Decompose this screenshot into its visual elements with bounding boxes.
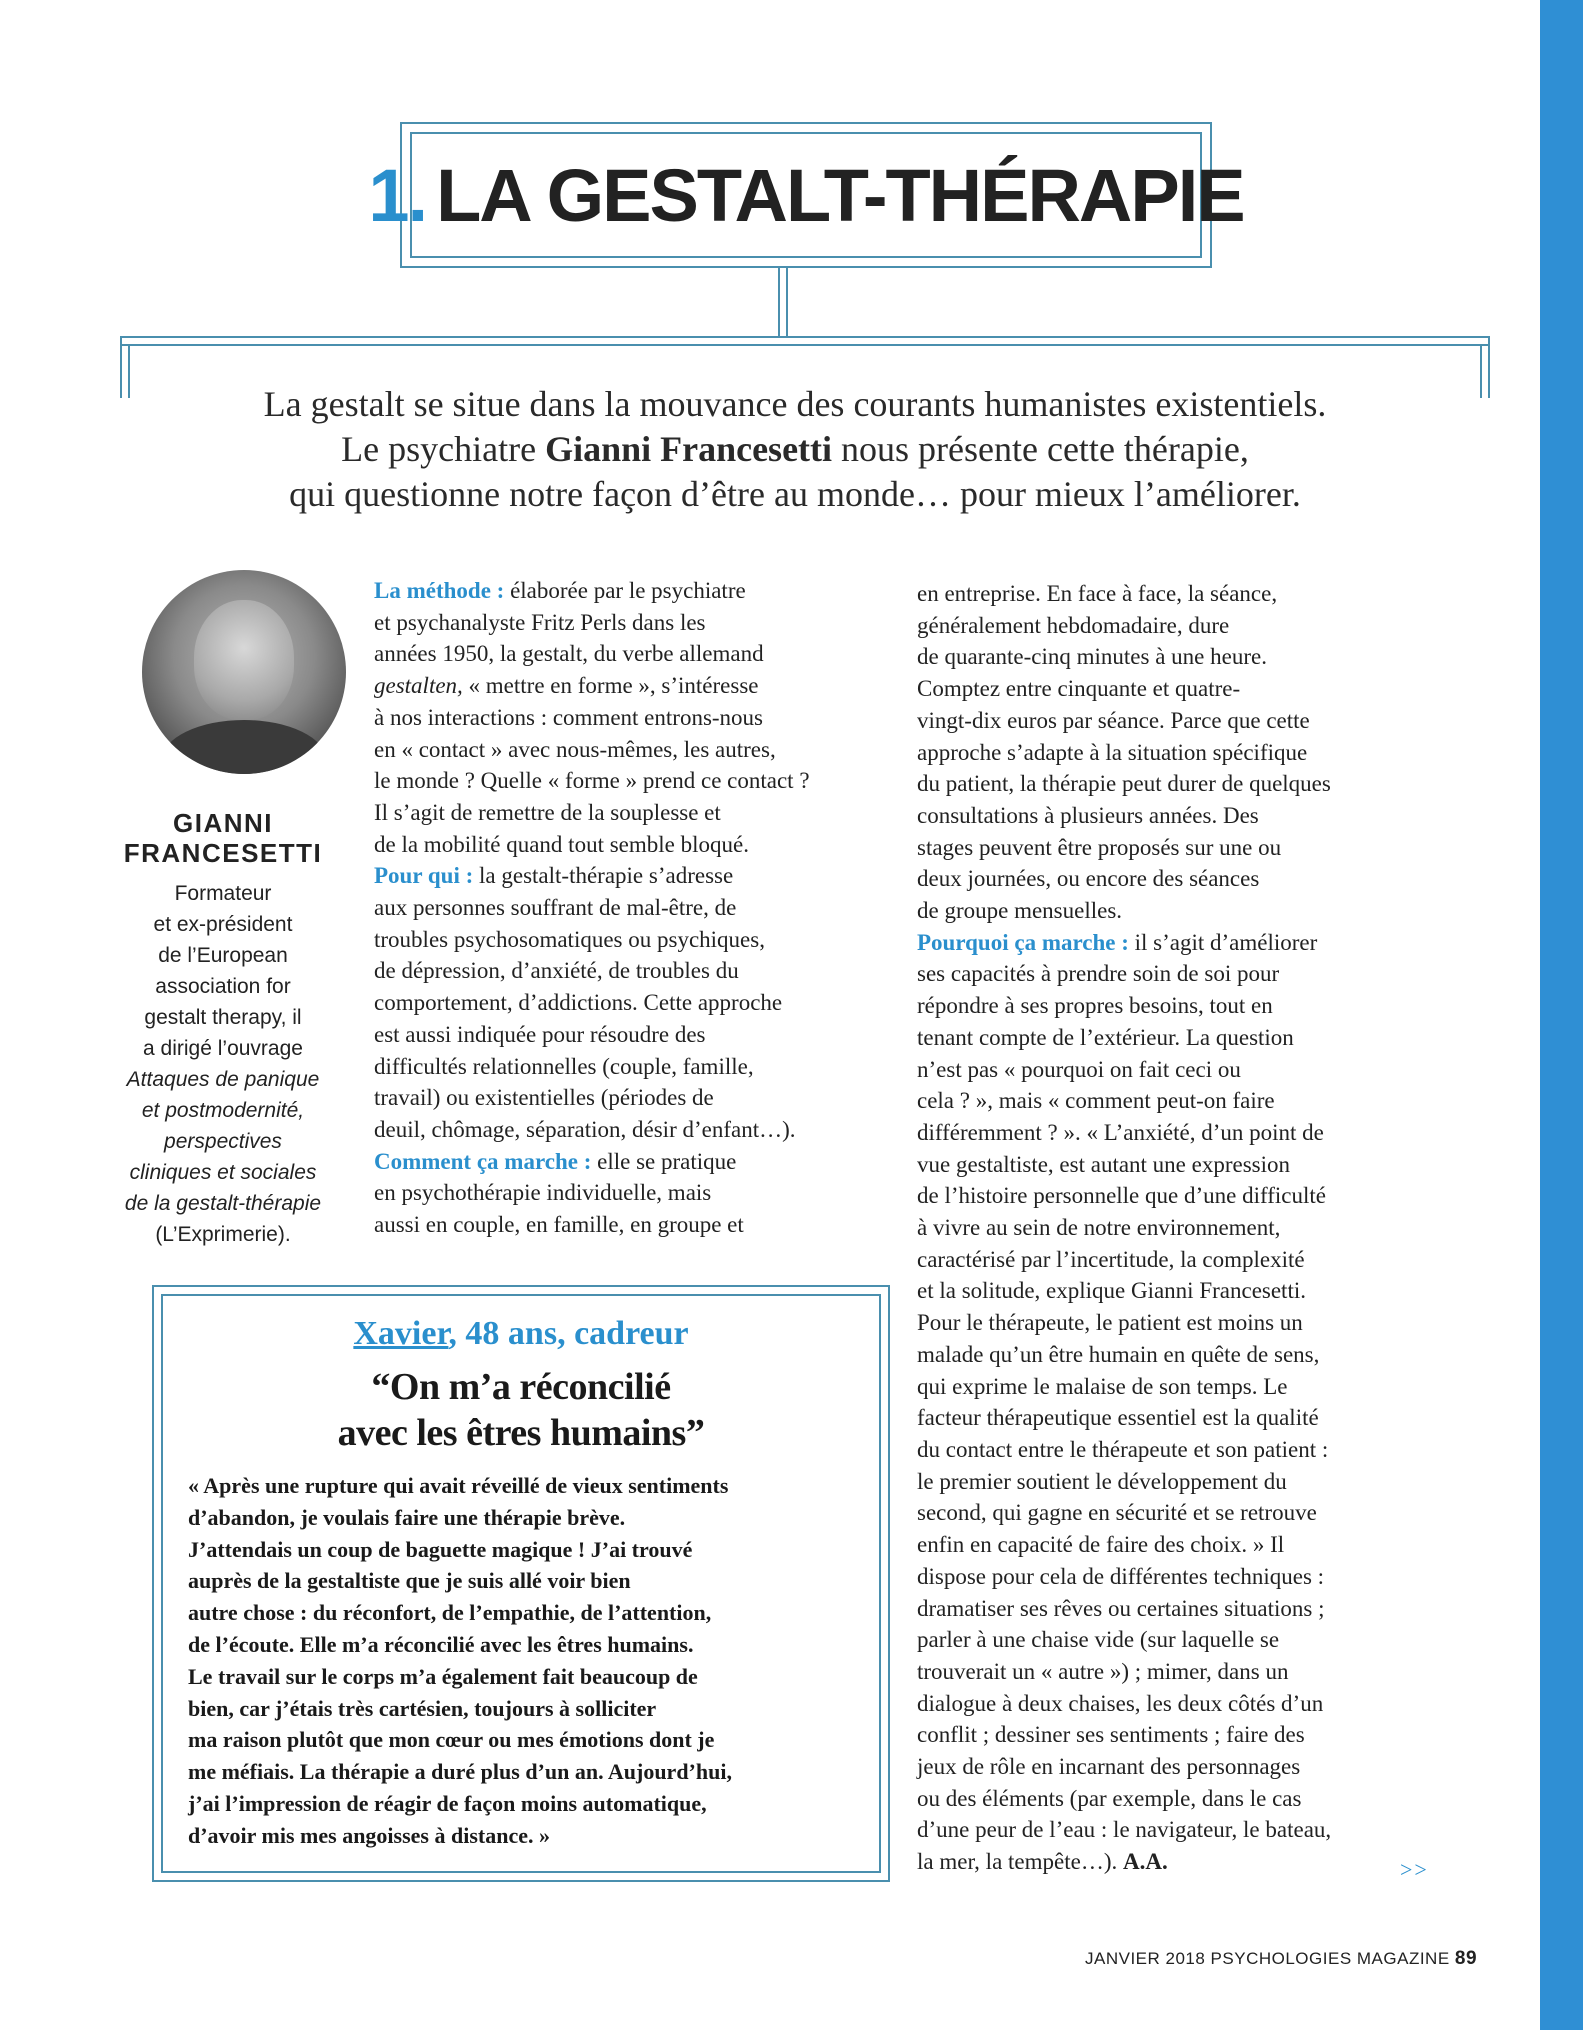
testimonial-name: Xavier [353, 1315, 449, 1352]
text-line: dispose pour cela de différentes techniques : [917, 1563, 1325, 1589]
text-line: du patient, la thérapie peut durer de quelques [917, 771, 1331, 797]
text-line: malade qu’un être humain en quête de sens, [917, 1341, 1320, 1367]
text-line: années 1950, la gestalt, du verbe allemand [374, 641, 764, 667]
article-column-2 [917, 578, 1437, 1878]
text-line: n’est pas « pourquoi on fait ceci ou [917, 1056, 1241, 1082]
comment-label: Comment ça marche : [374, 1148, 592, 1174]
bracket-left-drop-b [128, 344, 130, 398]
text-line: vingt-dix euros par séance. Parce que cette [917, 707, 1310, 733]
continue-arrow-icon: >> [1400, 1857, 1429, 1882]
testimonial-text [188, 1470, 858, 1852]
testimonial-details: , 48 ans, cadreur [448, 1315, 689, 1352]
bio-line: et ex-président [153, 913, 293, 936]
bio-book-line: cliniques et sociales [129, 1161, 317, 1184]
text-line [374, 670, 874, 702]
last-line [917, 1846, 1437, 1878]
testimonial-line: « Après une rupture qui avait réveillé de vieux sentiments [188, 1473, 729, 1498]
title-frame [368, 132, 1244, 258]
text-line: second, qui gagne en sécurité et se retrouve [917, 1500, 1317, 1526]
bio-line: Formateur [174, 882, 272, 905]
quote-title-line-2: avec les êtres humains” [337, 1412, 705, 1454]
footer-issue: JANVIER 2018 PSYCHOLOGIES MAGAZINE [1085, 1949, 1455, 1968]
bio-name-line-1: GIANNI [173, 808, 273, 838]
pourqui-label: Pour qui : [374, 863, 474, 889]
portrait-face [194, 600, 294, 720]
text-line: d’une peur de l’eau : le navigateur, le bateau, [917, 1817, 1332, 1843]
bio-book-line: et postmodernité, [141, 1099, 305, 1122]
bio-name [100, 808, 346, 868]
testimonial-line: j’ai l’impression de réagir de façon moins automatique, [188, 1790, 707, 1816]
bio-text [100, 878, 346, 1250]
text-line: en « contact » avec nous-mêmes, les autres, [374, 736, 776, 762]
pourquoi-first-text: il s’agit d’améliorer [1128, 929, 1318, 955]
text-line: à nos interactions : comment entrons-nous [374, 704, 764, 730]
text-line: ses capacités à prendre soin de soi pour [917, 961, 1280, 987]
bio-publisher: (L’Exprimerie). [155, 1223, 291, 1246]
bracket-bottom-line [120, 344, 1490, 346]
text-line: est aussi indiquée pour résoudre des [374, 1021, 706, 1047]
bio-line: a dirigé l’ouvrage [143, 1037, 303, 1060]
text-line: deuil, chômage, séparation, désir d’enfant…). [374, 1116, 796, 1142]
testimonial-line: auprès de la gestaltiste que je suis allé voir bien [188, 1568, 631, 1594]
text-line: cela ? », mais « comment peut-on faire [917, 1088, 1275, 1114]
text-line: à vivre au sein de notre environnement, [917, 1215, 1281, 1241]
testimonial-line: d’abandon, je voulais faire une thérapie brève. [188, 1504, 626, 1530]
text-line: vue gestaltiste, est autant une expression [917, 1151, 1291, 1177]
gestalten-word: gestalten, [374, 673, 463, 699]
bio-name-line-2: FRANCESETTI [123, 838, 323, 868]
methode-first-line [374, 575, 874, 607]
bracket-top-line [120, 336, 1490, 338]
text-line: consultations à plusieurs années. Des [917, 802, 1259, 828]
title-number: 1. [368, 153, 427, 237]
text-line: difficultés relationnelles (couple, famille, [374, 1053, 754, 1079]
text-line: dramatiser ses rêves ou certaines situations ; [917, 1595, 1325, 1621]
testimonial-line: me méfiais. La thérapie a duré plus d’un an. Aujourd’hui, [188, 1759, 732, 1785]
pourquoi-label: Pourquoi ça marche : [917, 929, 1129, 955]
page-number: 89 [1454, 1948, 1478, 1969]
testimonial-line: J’attendais un coup de baguette magique ! J’ai trouvé [188, 1536, 693, 1562]
text-line: généralement hebdomadaire, dure [917, 612, 1230, 638]
right-color-band [1540, 0, 1583, 2030]
text-line: et psychanalyste Fritz Perls dans les [374, 609, 706, 635]
testimonial-line: de l’écoute. Elle m’a réconcilié avec les êtres humains. [188, 1631, 694, 1657]
text-line: deux journées, ou encore des séances [917, 866, 1260, 892]
text-line: de la mobilité quand tout semble bloqué. [374, 831, 749, 857]
text-line: Pour le thérapeute, le patient est moins un [917, 1310, 1303, 1336]
bracket-stem-right [786, 268, 788, 338]
text-line: Comptez entre cinquante et quatre- [917, 676, 1241, 702]
bracket-stem-left [778, 268, 780, 338]
text-line: caractérisé par l’incertitude, la complexité [917, 1246, 1305, 1272]
pourqui-first-text: la gestalt-thérapie s’adresse [473, 863, 734, 889]
testimonial-line: bien, car j’étais très cartésien, toujours à solliciter [188, 1695, 657, 1721]
text-line: comportement, d’addictions. Cette approche [374, 990, 783, 1016]
testimonial-heading [161, 1314, 881, 1354]
intro-line-2-pre: Le psychiatre [341, 429, 546, 469]
text-line: travail) ou existentielles (périodes de [374, 1085, 714, 1111]
page-footer [1085, 1948, 1477, 1970]
testimonial-line: d’avoir mis mes angoisses à distance. » [188, 1822, 550, 1848]
text-line: enfin en capacité de faire des choix. » Il [917, 1532, 1285, 1558]
text-line: du contact entre le thérapeute et son patient : [917, 1436, 1329, 1462]
comment-first-text: elle se pratique [591, 1148, 737, 1174]
portrait-shirt [162, 720, 326, 774]
bracket-right-drop-b [1480, 344, 1482, 398]
text-line: qui exprime le malaise de son temps. Le [917, 1373, 1288, 1399]
testimonial-line: Le travail sur le corps m’a également fait beaucoup de [188, 1663, 698, 1689]
text-line: dialogue à deux chaises, les deux côtés d’un [917, 1690, 1324, 1716]
bio-line: gestalt therapy, il [144, 1006, 302, 1029]
text-line: de l’histoire personnelle que d’une difficulté [917, 1183, 1326, 1209]
text-line: aussi en couple, en famille, en groupe et [374, 1212, 744, 1238]
bio-book-line: de la gestalt-thérapie [124, 1192, 322, 1215]
text-line: stages peuvent être proposés sur une ou [917, 834, 1282, 860]
testimonial-quote-title [161, 1364, 881, 1456]
intro-paragraph [140, 382, 1450, 517]
portrait-photo [142, 570, 346, 774]
intro-line-3: qui questionne notre façon d’être au monde… pour mieux l’améliorer. [289, 474, 1301, 514]
text-line: le premier soutient le développement du [917, 1468, 1287, 1494]
methode-label: La méthode : [374, 578, 505, 603]
text-line: facteur thérapeutique essentiel est la qualité [917, 1405, 1319, 1431]
comment-first-line [374, 1146, 874, 1178]
text-line: approche s’adapte à la situation spécifique [917, 739, 1308, 765]
text-line: en psychothérapie individuelle, mais [374, 1180, 712, 1206]
author-signature: A.A. [1123, 1849, 1168, 1875]
text-line: conflit ; dessiner ses sentiments ; faire des [917, 1722, 1305, 1748]
intro-psychiatrist-name: Gianni Francesetti [545, 429, 833, 469]
text-line: de quarante-cinq minutes à une heure. [917, 644, 1267, 670]
text-line: troubles psychosomatiques ou psychiques, [374, 926, 765, 952]
methode-italic-rest: « mettre en forme », s’intéresse [462, 673, 759, 699]
methode-first-text: élaborée par le psychiatre [504, 578, 746, 603]
testimonial-line: ma raison plutôt que mon cœur ou mes émotions dont je [188, 1727, 715, 1753]
bio-line: association for [155, 975, 291, 998]
text-line: en entreprise. En face à face, la séance, [917, 581, 1278, 606]
title-label: LA GESTALT-THÉRAPIE [436, 153, 1244, 237]
text-line: parler à une chaise vide (sur laquelle se [917, 1627, 1280, 1653]
quote-title-line-1: “On m’a réconcilié [371, 1366, 671, 1408]
text-line: trouverait un « autre ») ; mimer, dans un [917, 1658, 1289, 1684]
intro-line-1: La gestalt se situe dans la mouvance des courants humanistes existentiels. [263, 384, 1327, 424]
testimonial-line: autre chose : du réconfort, de l’empathie, de l’attention, [188, 1600, 712, 1626]
intro-line-2 [140, 427, 1450, 472]
text-line: jeux de rôle en incarnant des personnages [917, 1754, 1301, 1780]
article-column-1 [374, 575, 874, 1241]
bio-book-line: Attaques de panique [126, 1068, 320, 1091]
page-title [368, 153, 1243, 238]
text-line: différemment ? ». « L’anxiété, d’un point de [917, 1119, 1324, 1145]
text-line: Il s’agit de remettre de la souplesse et [374, 799, 721, 825]
bracket-left-drop-a [120, 336, 122, 398]
bio-book-line: perspectives [164, 1130, 282, 1153]
pourqui-first-line [374, 860, 874, 892]
text-line: et la solitude, explique Gianni Francesetti. [917, 1278, 1306, 1304]
text-line: le monde ? Quelle « forme » prend ce contact ? [374, 768, 810, 794]
text-line: aux personnes souffrant de mal-être, de [374, 895, 737, 921]
bio-line: de l’European [158, 944, 288, 967]
text-line: ou des éléments (par exemple, dans le cas [917, 1785, 1302, 1811]
intro-line-2-post: nous présente cette thérapie, [832, 429, 1249, 469]
text-line: de groupe mensuelles. [917, 898, 1123, 924]
text-line: tenant compte de l’extérieur. La question [917, 1024, 1294, 1050]
text-line: répondre à ses propres besoins, tout en [917, 993, 1273, 1019]
bracket-right-drop-a [1488, 336, 1490, 398]
last-line-text: la mer, la tempête…). [917, 1849, 1118, 1875]
text-line: de dépression, d’anxiété, de troubles du [374, 958, 739, 984]
pourquoi-first-line [917, 927, 1437, 959]
